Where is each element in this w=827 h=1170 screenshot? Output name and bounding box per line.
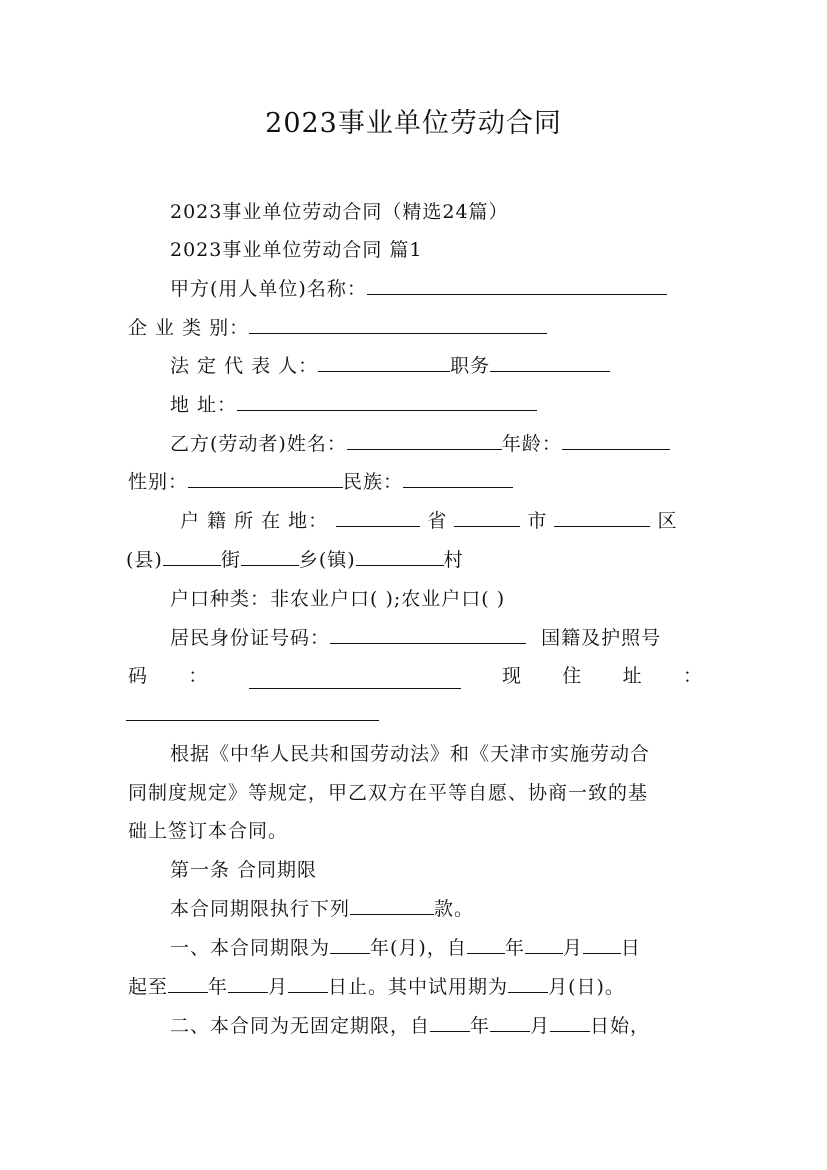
age-field[interactable]: [562, 431, 670, 450]
household-label: 户 籍 所 在 地：: [180, 510, 329, 532]
current-address-field-row: [126, 702, 379, 728]
township-field[interactable]: [356, 547, 444, 566]
end-year-field[interactable]: [168, 974, 208, 993]
party-b-name-row: [170, 431, 670, 457]
gender-row: [128, 469, 513, 495]
clause-1-text-e: 月(日)。: [548, 976, 625, 998]
enterprise-type-row: [128, 315, 547, 341]
enterprise-type-label: 企 业 类 别：: [128, 317, 250, 339]
passport-label: 国籍及护照号: [541, 627, 662, 649]
document-subtitle: 2023事业单位劳动合同（精选24篇）: [170, 201, 509, 223]
id-field[interactable]: [330, 625, 526, 644]
open-start-month-field[interactable]: [490, 1013, 530, 1032]
province-label: 省: [427, 510, 448, 532]
clause-1-line-1: [170, 935, 641, 961]
current-address-char-1: 现: [501, 665, 521, 687]
party-a-name-label: 甲方(用人单位)名称：: [170, 278, 367, 300]
year-label-3: 年: [470, 1015, 491, 1037]
paragraph-1-line-3: 础上签订本合同。: [128, 820, 289, 842]
household-row-2: [126, 547, 464, 573]
age-label: 年龄：: [501, 433, 562, 455]
passport-label-cont: 码: [128, 665, 148, 687]
party-b-name-label: 乙方(劳动者)姓名：: [170, 433, 347, 455]
county-field[interactable]: [163, 547, 221, 566]
term-years-field[interactable]: [330, 935, 370, 954]
probation-field[interactable]: [508, 974, 548, 993]
legal-rep-row: [170, 353, 610, 379]
clause-1-text-a: 一、本合同期限为: [170, 937, 331, 959]
year-label-2: 年: [208, 976, 229, 998]
section-heading: 2023事业单位劳动合同 篇1: [170, 239, 423, 261]
ethnicity-label: 民族：: [343, 471, 404, 493]
gender-field[interactable]: [188, 469, 343, 488]
open-start-year-field[interactable]: [430, 1013, 470, 1032]
day-label-1: 日: [620, 937, 641, 959]
passport-field[interactable]: [249, 670, 461, 689]
address-field[interactable]: [237, 392, 537, 411]
start-day-field[interactable]: [583, 935, 621, 954]
document-title: 2023事业单位劳动合同: [265, 108, 562, 139]
address-label: 地 址：: [170, 394, 238, 416]
party-b-name-field[interactable]: [347, 431, 502, 450]
start-month-field[interactable]: [525, 935, 563, 954]
month-label-1: 月: [562, 937, 583, 959]
city-label: 市: [527, 510, 548, 532]
village-label: 村: [443, 549, 464, 571]
position-label: 职务: [450, 355, 491, 377]
gender-label: 性别：: [128, 471, 189, 493]
household-field-3[interactable]: [554, 508, 650, 527]
legal-rep-label: 法 定 代 表 人：: [170, 355, 319, 377]
colon-1: ：: [188, 665, 208, 687]
start-year-field[interactable]: [467, 935, 505, 954]
street-label: 街: [220, 549, 241, 571]
end-day-field[interactable]: [288, 974, 328, 993]
article-1-clause-field[interactable]: [350, 896, 434, 915]
household-row: [180, 508, 677, 534]
household-field-1[interactable]: [336, 508, 420, 527]
clause-2-text-end: 日始，: [590, 1015, 651, 1037]
household-field-2[interactable]: [454, 508, 520, 527]
passport-current-address-row: [128, 663, 702, 689]
township-label: 乡(镇): [298, 549, 356, 571]
current-address-field[interactable]: [126, 702, 379, 721]
article-1-heading: 第一条 合同期限: [170, 859, 318, 881]
clause-1-text-d: 日止。其中试用期为: [328, 976, 509, 998]
legal-rep-field[interactable]: [318, 353, 450, 372]
ethnicity-field[interactable]: [403, 469, 513, 488]
district-label: 区: [657, 510, 678, 532]
current-address-char-3: 址: [622, 665, 642, 687]
paragraph-1-line-2: 同制度规定》等规定，甲乙双方在平等自愿、协商一致的基: [128, 782, 649, 804]
clause-1-text-b: 年(月)，自: [370, 937, 467, 959]
address-row: [170, 392, 537, 418]
clause-2-line-1: [170, 1013, 650, 1039]
enterprise-type-field[interactable]: [249, 315, 547, 334]
id-row: [170, 625, 661, 651]
article-1-intro-text: 本合同期限执行下列: [170, 898, 351, 920]
article-1-intro-end: 款。: [434, 898, 475, 920]
paragraph-1-line-1: 根据《中华人民共和国劳动法》和《天津市实施劳动合: [170, 743, 651, 765]
clause-1-line-2: [128, 974, 625, 1000]
current-address-char-2: 住: [562, 665, 582, 687]
month-label-2: 月: [268, 976, 289, 998]
county-label: (县): [126, 549, 163, 571]
party-a-name-field[interactable]: [367, 276, 667, 295]
hukou-type-row: 户口种类：非农业户口( );农业户口( ): [170, 588, 506, 610]
street-field[interactable]: [241, 547, 299, 566]
open-start-day-field[interactable]: [550, 1013, 590, 1032]
id-label: 居民身份证号码：: [170, 627, 331, 649]
clause-1-text-c: 起至: [128, 976, 169, 998]
position-field[interactable]: [490, 353, 610, 372]
clause-2-text-a: 二、本合同为无固定期限，自: [170, 1015, 431, 1037]
year-label-1: 年: [504, 937, 525, 959]
article-1-intro: [170, 896, 474, 922]
month-label-3: 月: [530, 1015, 551, 1037]
end-month-field[interactable]: [228, 974, 268, 993]
party-a-name-row: [170, 276, 667, 302]
colon-2: ：: [682, 665, 702, 687]
